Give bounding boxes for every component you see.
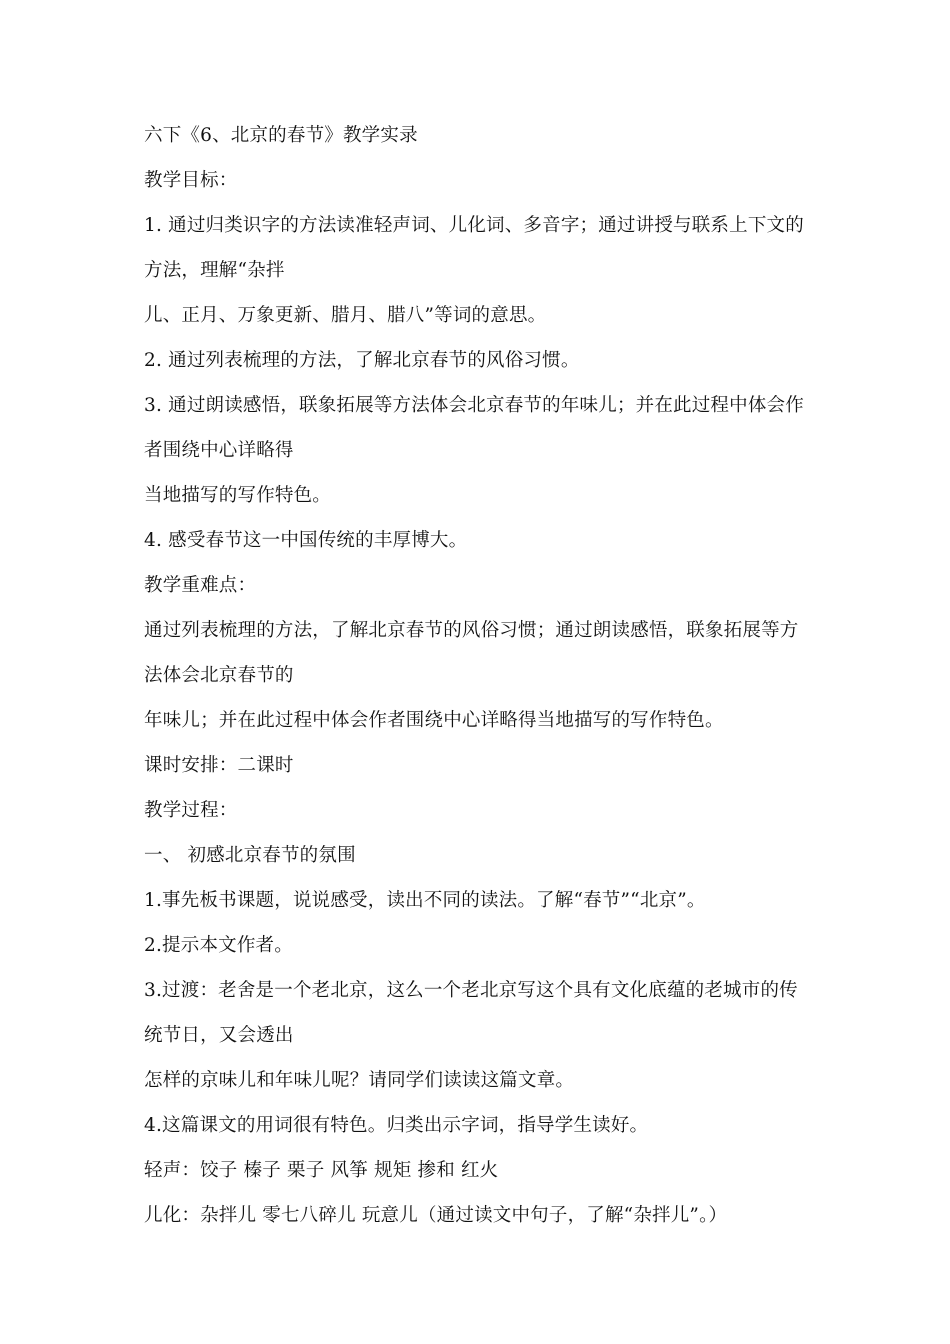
section-heading-key-points: 教学重难点： <box>144 575 257 596</box>
text-line: 法体会北京春节的 <box>144 665 294 686</box>
text-line: 当地描写的写作特色。 <box>144 485 332 506</box>
section-heading-objectives: 教学目标： <box>144 170 238 191</box>
text-line: 4. 感受春节这一中国传统的丰厚博大。 <box>144 530 468 551</box>
text-line: 轻声：饺子 榛子 栗子 风筝 规矩 掺和 红火 <box>144 1160 499 1181</box>
text-line: 3.过渡：老舍是一个老北京，这么一个老北京写这个具有文化底蕴的老城市的传 <box>144 980 798 1001</box>
text-line: 4.这篇课文的用词很有特色。归类出示字词，指导学生读好。 <box>144 1115 649 1136</box>
text-line: 者围绕中心详略得 <box>144 440 294 461</box>
text-line: 课时安排：二课时 <box>144 755 294 776</box>
text-line: 儿化：杂拌儿 零七八碎儿 玩意儿（通过读文中句子，了解“杂拌儿”。） <box>144 1205 728 1226</box>
text-line: 一、 初感北京春节的氛围 <box>144 845 356 866</box>
text-line: 2.提示本文作者。 <box>144 935 293 956</box>
text-line: 年味儿；并在此过程中体会作者围绕中心详略得当地描写的写作特色。 <box>144 710 724 731</box>
text-line: 怎样的京味儿和年味儿呢？请同学们读读这篇文章。 <box>144 1070 575 1091</box>
text-line: 儿、正月、万象更新、腊月、腊八”等词的意思。 <box>144 305 547 326</box>
text-line: 通过列表梳理的方法，了解北京春节的风俗习惯；通过朗读感悟，联象拓展等方 <box>144 620 799 641</box>
text-line: 3. 通过朗读感悟，联象拓展等方法体会北京春节的年味儿；并在此过程中体会作 <box>144 395 804 416</box>
text-line: 1. 通过归类识字的方法读准轻声词、儿化词、多音字；通过讲授与联系上下文的 <box>144 215 804 236</box>
document-title: 六下《6、北京的春节》教学实录 <box>144 125 418 146</box>
text-line: 统节日，又会透出 <box>144 1025 294 1046</box>
text-line: 方法，理解“杂拌 <box>144 260 285 281</box>
text-line: 2. 通过列表梳理的方法，了解北京春节的风俗习惯。 <box>144 350 580 371</box>
section-heading-process: 教学过程： <box>144 800 238 821</box>
text-line: 1.事先板书课题，说说感受，读出不同的读法。了解“春节”“北京”。 <box>144 890 706 911</box>
